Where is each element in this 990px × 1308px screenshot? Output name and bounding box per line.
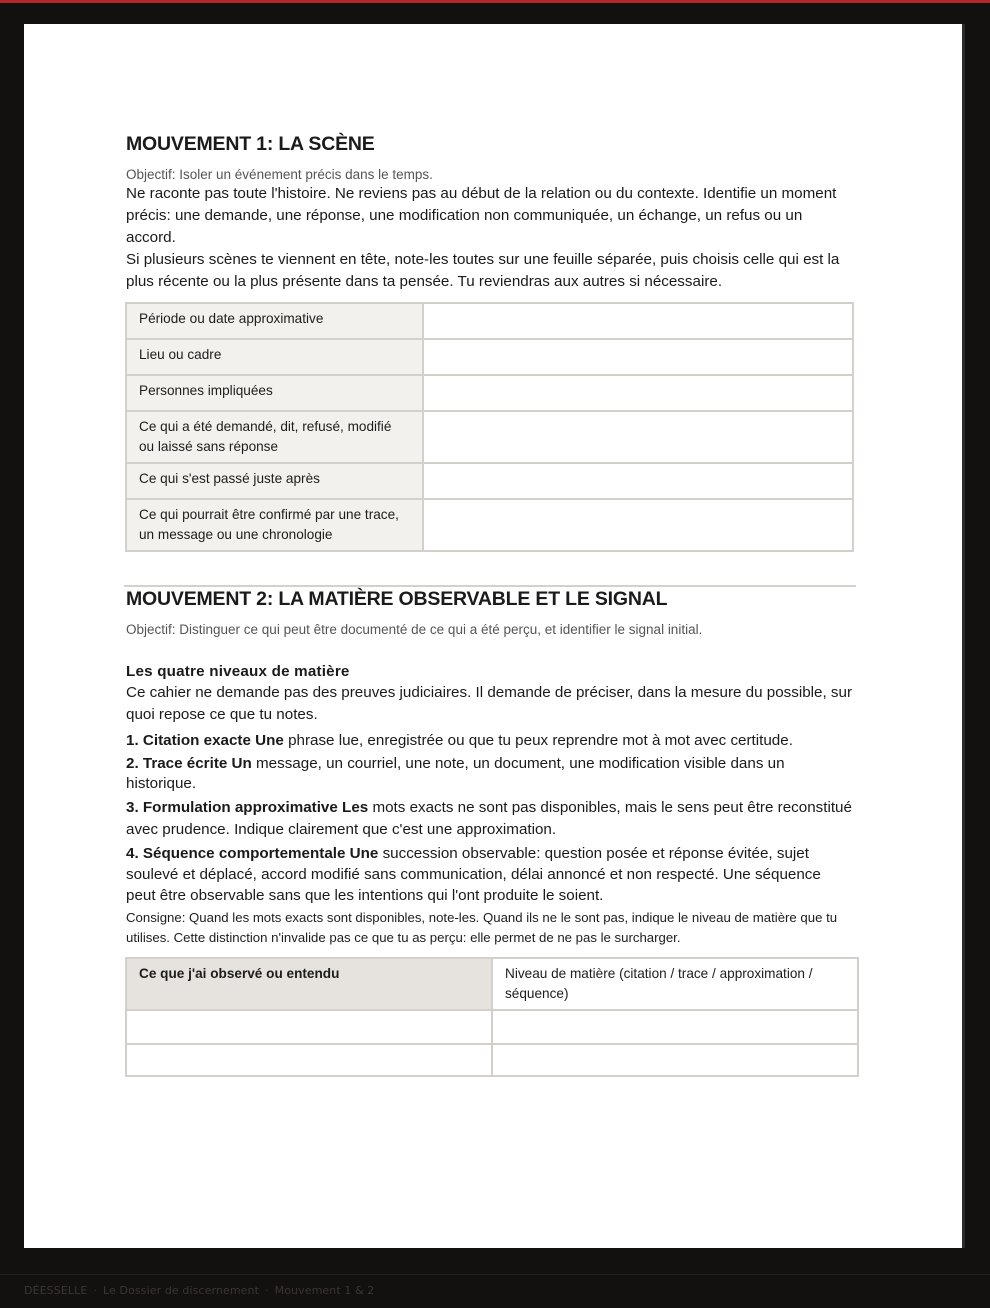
footer-separator: · — [265, 1284, 269, 1297]
level-item-1 — [126, 730, 854, 752]
table-row — [126, 1010, 858, 1044]
level-label: 2. Trace écrite Un — [126, 755, 252, 772]
column-header-level: Niveau de matière (citation / trace / approximation / séquence) — [492, 958, 858, 1010]
table-row — [126, 375, 853, 411]
scene-table — [125, 302, 854, 552]
table-row — [126, 339, 853, 375]
level-label: 3. Formulation approximative Les — [126, 799, 369, 816]
movement1-objective: Objectif: Isoler un événement précis dans le temps. — [126, 167, 433, 182]
levels-subheading: Les quatre niveaux de matière — [126, 663, 350, 680]
answer-cell[interactable] — [423, 499, 853, 551]
consigne-note: Consigne: Quand les mots exacts sont disponibles, note-les. Quand ils ne le sont pas, indique le niveau de matière que tu utilises. Cette distinction n'invalide pas ce que tu as perçu: elle permet de ne pas le surcharger. — [126, 910, 838, 945]
answer-cell[interactable] — [423, 375, 853, 411]
table-header-row — [126, 958, 858, 1010]
movement2-objective: Objectif: Distinguer ce qui peut être documenté de ce qui a été perçu, et identifier le signal initial. — [126, 622, 703, 637]
observation-table — [125, 957, 859, 1077]
page-footer — [0, 1274, 990, 1308]
movement1-paragraph-2: Si plusieurs scènes te viennent en tête, note-les toutes sur une feuille séparée, puis choisis celle qui est la plus récente ou la plus présente dans ta pensée. Tu reviendras aux autres si nécessaire. — [126, 251, 840, 290]
level-item-3 — [126, 797, 854, 841]
row-label: Personnes impliquées — [126, 375, 423, 411]
footer-breadcrumb — [24, 1284, 374, 1297]
movement2-title: MOUVEMENT 2: LA MATIÈRE OBSERVABLE ET LE SIGNAL — [126, 588, 668, 610]
footer-doc-title: Le Dossier de discernement — [103, 1284, 259, 1297]
top-accent-bar — [0, 0, 990, 3]
row-label: Ce qui a été demandé, dit, refusé, modifié ou laissé sans réponse — [126, 411, 423, 463]
level-item-4 — [126, 843, 854, 906]
observed-cell[interactable] — [126, 1044, 492, 1076]
level-item-2 — [126, 754, 854, 794]
observed-cell[interactable] — [126, 1010, 492, 1044]
footer-brand: DÉESSELLE — [24, 1284, 88, 1297]
answer-cell[interactable] — [423, 411, 853, 463]
table-row — [126, 1044, 858, 1076]
page-content — [126, 132, 854, 1077]
document-page — [24, 24, 965, 1248]
level-cell[interactable] — [492, 1010, 858, 1044]
movement1-paragraph-1: Ne raconte pas toute l'histoire. Ne reviens pas au début de la relation ou du contexte. Identifie un moment précis: une demande, une réponse, une modification non communiquée, un échange, un refus ou un accord. — [126, 185, 837, 246]
column-header-observed: Ce que j'ai observé ou entendu — [126, 958, 492, 1010]
table-row — [126, 463, 853, 499]
movement2-intro: Ce cahier ne demande pas des preuves judiciaires. Il demande de préciser, dans la mesure du possible, sur quoi repose ce que tu notes. — [126, 684, 853, 723]
level-text: succession observable: question posée et réponse évitée, sujet soulevé et déplacé, accord modifié sans communication, délai annoncé et non respecté. Une séquence peut être observable sans que les intentions qui l'ont produite le soient. — [126, 845, 821, 904]
footer-separator: · — [93, 1284, 98, 1297]
answer-cell[interactable] — [423, 303, 853, 339]
level-text: mots exacts ne sont pas disponibles, mais le sens peut être reconstitué avec prudence. Indique clairement que c'est une approximation. — [126, 799, 852, 838]
level-cell[interactable] — [492, 1044, 858, 1076]
level-label: 4. Séquence comportementale Une — [126, 845, 379, 862]
level-text: message, un courriel, une note, un document, une modification visible dans un historique. — [126, 755, 785, 792]
row-label: Lieu ou cadre — [126, 339, 423, 375]
row-label: Ce qui s'est passé juste après — [126, 463, 423, 499]
table-row — [126, 411, 853, 463]
table-row — [126, 303, 853, 339]
footer-section: Mouvement 1 & 2 — [274, 1284, 375, 1297]
level-label: 1. Citation exacte Une — [126, 732, 284, 749]
level-text: phrase lue, enregistrée ou que tu peux reprendre mot à mot avec certitude. — [283, 732, 793, 749]
answer-cell[interactable] — [423, 463, 853, 499]
row-label: Période ou date approximative — [126, 303, 423, 339]
table-row — [126, 499, 853, 551]
answer-cell[interactable] — [423, 339, 853, 375]
movement1-title: MOUVEMENT 1: LA SCÈNE — [126, 133, 375, 155]
row-label: Ce qui pourrait être confirmé par une trace, un message ou une chronologie — [126, 499, 423, 551]
